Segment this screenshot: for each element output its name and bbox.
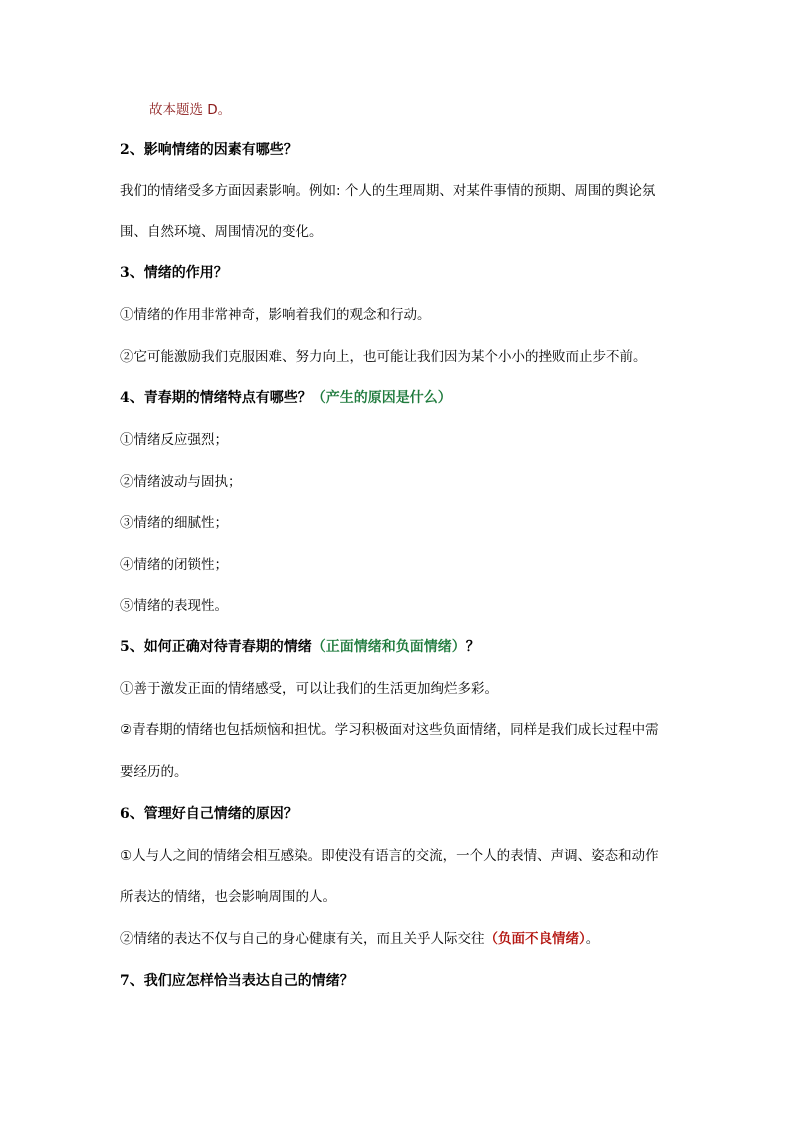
section-5-heading — [120, 637, 480, 657]
section-6-point-1-line-1: ①人与人之间的情绪会相互感染。即使没有语言的交流，一个人的表情、声调、姿态和动作 — [120, 848, 659, 864]
section-4-point-5: ⑤情绪的表现性。 — [120, 598, 228, 614]
section-7-heading: 7、我们应怎样恰当表达自己的情绪？ — [120, 973, 354, 989]
section-4-point-1: ①情绪反应强烈； — [120, 432, 228, 448]
section-2-body-line-1: 我们的情绪受多方面因素影响。例如: 个人的生理周期、对某件事情的预期、周围的舆论氛 — [120, 183, 656, 199]
section-6-heading: 6、管理好自己情绪的原因？ — [120, 806, 298, 822]
section-6-point-1-line-2: 所表达的情绪，也会影响周围的人。 — [120, 889, 336, 905]
section-6-point-2-text: ②情绪的表达不仅与自己的身心健康有关，而且关乎人际交往 — [120, 931, 485, 947]
section-2-heading: 2、影响情绪的因素有哪些？ — [120, 142, 298, 158]
section-5-heading-text: 5、如何正确对待青春期的情绪 — [120, 639, 312, 655]
section-4-point-3: ③情绪的细腻性； — [120, 515, 228, 531]
section-5-heading-end: ？ — [465, 639, 480, 655]
section-5-heading-note: （正面情绪和负面情绪） — [311, 639, 466, 655]
section-3-point-2: ②它可能激励我们克服困难、努力向上，也可能让我们因为某个小小的挫败而止步不前。 — [120, 349, 647, 365]
section-3-heading: 3、情绪的作用？ — [120, 265, 228, 281]
section-4-point-2: ②情绪波动与固执； — [120, 474, 242, 490]
section-5-point-2-line-1: ②青春期的情绪也包括烦恼和担忧。学习积极面对这些负面情绪，同样是我们成长过程中需 — [120, 722, 659, 738]
section-6-point-2-end: 。 — [585, 931, 600, 947]
section-6-point-2-note: （负面不良情绪） — [484, 931, 586, 947]
section-4-heading-text: 4、青春期的情绪特点有哪些？ — [120, 390, 312, 406]
section-5-point-1: ①善于激发正面的情绪感受，可以让我们的生活更加绚烂多彩。 — [120, 681, 498, 697]
section-5-point-2-line-2: 要经历的。 — [120, 764, 188, 780]
section-2-body-line-2: 围、自然环境、周围情况的变化。 — [120, 224, 323, 240]
section-6-point-2 — [120, 929, 599, 949]
section-4-heading-note: （产生的原因是什么） — [311, 390, 452, 406]
answer-conclusion: 故本题选 D。 — [149, 102, 232, 118]
section-4-heading — [120, 388, 452, 408]
section-3-point-1: ①情绪的作用非常神奇，影响着我们的观念和行动。 — [120, 307, 431, 323]
section-4-point-4: ④情绪的闭锁性； — [120, 557, 228, 573]
